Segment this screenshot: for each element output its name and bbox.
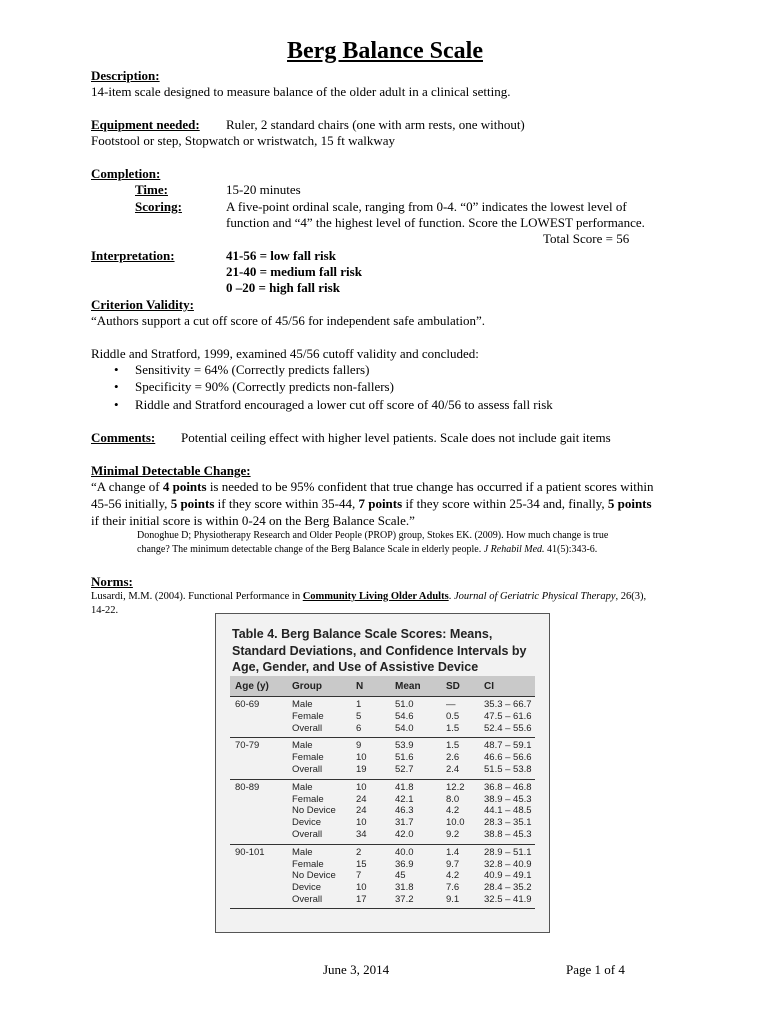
- mdc-line-3: if their initial score is within 0-24 on the Berg Balance Scale.”: [91, 513, 415, 528]
- table-title: Table 4. Berg Balance Scale Scores: Means, Standard Deviations, and Confidence Intervals by Age, Gender, and Use of Assistive Device: [232, 627, 527, 674]
- riddle-intro: Riddle and Stratford, 1999, examined 45/56 cutoff validity and concluded:: [91, 346, 479, 361]
- description-label: Description:: [91, 68, 160, 83]
- ci-cell: 48.7 – 59.1: [484, 740, 532, 752]
- table-bottom-rule: [230, 908, 535, 909]
- mdc-reference-1: Donoghue D; Physiotherapy Research and Older People (PROP) group, Stokes EK. (2009). How much change is true: [137, 530, 609, 541]
- sd-cell: 4.2: [446, 870, 460, 882]
- ci-cell: 32.5 – 41.9: [484, 894, 532, 905]
- sd-cell: 0.5: [446, 710, 460, 722]
- interpretation-medium: 21-40 = medium fall risk: [226, 264, 362, 279]
- sd-cell: 12.2: [446, 781, 465, 793]
- group-cell: Overall: [292, 829, 323, 840]
- age-group-label: 70-79: [235, 740, 260, 752]
- ci-cell: 40.9 – 49.1: [484, 870, 532, 882]
- sd-cell: 1.5: [446, 722, 460, 734]
- description-text: 14-item scale designed to measure balance of the older adult in a clinical setting.: [91, 84, 511, 99]
- sd-cell: 4.2: [446, 805, 460, 817]
- n-cell: 24: [356, 805, 367, 817]
- n-cell: 10: [356, 752, 367, 764]
- group-cell: Overall: [292, 764, 323, 775]
- sd-cell: —: [446, 699, 456, 710]
- ci-cell: 46.6 – 56.6: [484, 752, 532, 764]
- ci-cell: 32.8 – 40.9: [484, 858, 532, 870]
- n-cell: 2: [356, 846, 362, 858]
- bullet-specificity: Specificity = 90% (Correctly predicts non-fallers): [135, 379, 394, 394]
- ci-cell: 28.4 – 35.2: [484, 882, 532, 894]
- mean-cell: 45: [395, 870, 406, 882]
- table-group-divider: [230, 779, 535, 780]
- scoring-label: Scoring:: [135, 199, 182, 214]
- group-cell: No Device: [292, 870, 336, 882]
- mean-cell: 42.1: [395, 793, 414, 805]
- time-label: Time:: [135, 182, 168, 197]
- table-group-divider: [230, 844, 535, 845]
- ci-cell: 38.8 – 45.3: [484, 829, 532, 840]
- ci-cell: 35.3 – 66.7: [484, 699, 532, 710]
- group-header: Group: [292, 681, 322, 692]
- group-cell: Male: [292, 740, 313, 752]
- table-group-divider: [230, 737, 535, 738]
- total-score: Total Score = 56: [543, 231, 630, 246]
- comments-text: Potential ceiling effect with higher level patients. Scale does not include gait items: [181, 430, 611, 445]
- group-cell: Device: [292, 817, 322, 829]
- mean-cell: 51.6: [395, 752, 414, 764]
- group-cell: Female: [292, 752, 324, 764]
- group-cell: Device: [292, 882, 322, 894]
- ci-cell: 47.5 – 61.6: [484, 710, 532, 722]
- n-cell: 17: [356, 894, 367, 905]
- group-cell: Male: [292, 846, 313, 858]
- footer-page-number: Page 1 of 4: [566, 962, 625, 977]
- mean-cell: 54.0: [395, 722, 414, 734]
- n-cell: 15: [356, 858, 367, 870]
- interpretation-low: 41-56 = low fall risk: [226, 248, 336, 263]
- n-cell: 5: [356, 710, 362, 722]
- equipment-line-1: Ruler, 2 standard chairs (one with arm rests, one without): [226, 117, 525, 132]
- sd-cell: 1.5: [446, 740, 460, 752]
- norms-label: Norms:: [91, 574, 133, 589]
- n-cell: 1: [356, 699, 362, 710]
- sd-cell: 10.0: [446, 817, 465, 829]
- group-cell: No Device: [292, 805, 336, 817]
- mdc-line-1: “A change of 4 points is needed to be 95% confident that true change has occurred if a patient scores within: [91, 479, 654, 494]
- ci-cell: 28.3 – 35.1: [484, 817, 532, 829]
- footer-date: June 3, 2014: [323, 962, 390, 977]
- sd-cell: 2.4: [446, 764, 460, 775]
- n-cell: 7: [356, 870, 362, 882]
- n-cell: 10: [356, 882, 367, 894]
- mean-header: Mean: [395, 681, 421, 692]
- bullet-cutoff: Riddle and Stratford encouraged a lower cut off score of 40/56 to assess fall risk: [135, 397, 553, 412]
- n-cell: 9: [356, 740, 362, 752]
- mean-cell: 31.7: [395, 817, 414, 829]
- mdc-label: Minimal Detectable Change:: [91, 463, 251, 478]
- ci-cell: 52.4 – 55.6: [484, 722, 532, 734]
- n-cell: 10: [356, 781, 367, 793]
- mean-cell: 46.3: [395, 805, 414, 817]
- ci-cell: 38.9 – 45.3: [484, 793, 532, 805]
- n-cell: 6: [356, 722, 362, 734]
- scoring-line-1: A five-point ordinal scale, ranging from 0-4. “0” indicates the lowest level of: [226, 199, 627, 214]
- completion-label: Completion:: [91, 166, 161, 181]
- mean-cell: 37.2: [395, 894, 414, 905]
- ci-cell: 28.9 – 51.1: [484, 846, 532, 858]
- group-cell: Female: [292, 858, 324, 870]
- n-cell: 34: [356, 829, 367, 840]
- sd-cell: 8.0: [446, 793, 460, 805]
- interpretation-high: 0 –20 = high fall risk: [226, 280, 340, 295]
- table-group-divider: [230, 696, 535, 697]
- n-header: N: [356, 681, 364, 692]
- mean-cell: 51.0: [395, 699, 414, 710]
- mean-cell: 36.9: [395, 858, 414, 870]
- mean-cell: 52.7: [395, 764, 414, 775]
- mean-cell: 54.6: [395, 710, 414, 722]
- criterion-quote: “Authors support a cut off score of 45/56 for independent safe ambulation”.: [91, 313, 485, 328]
- group-cell: Overall: [292, 722, 323, 734]
- ci-cell: 51.5 – 53.8: [484, 764, 532, 775]
- group-cell: Overall: [292, 894, 323, 905]
- age-group-label: 80-89: [235, 781, 260, 793]
- sd-cell: 1.4: [446, 846, 460, 858]
- sd-cell: 9.7: [446, 858, 460, 870]
- interpretation-label: Interpretation:: [91, 248, 175, 263]
- mdc-reference-2: change? The minimum detectable change of the Berg Balance Scale in elderly people. J Rehabil Med. 41(5):343-6.: [137, 544, 598, 555]
- mdc-line-2: 45-56 initially, 5 points if they score within 35-44, 7 points if they score within 25-34 and, finally, 5 points: [91, 496, 652, 511]
- mean-cell: 41.8: [395, 781, 414, 793]
- group-cell: Female: [292, 793, 324, 805]
- ci-cell: 36.8 – 46.8: [484, 781, 532, 793]
- ci-cell: 44.1 – 48.5: [484, 805, 532, 817]
- equipment-line-2: Footstool or step, Stopwatch or wristwatch, 15 ft walkway: [91, 133, 396, 148]
- age-header: Age (y): [235, 681, 269, 692]
- sd-cell: 9.1: [446, 894, 460, 905]
- equipment-label: Equipment needed:: [91, 117, 200, 132]
- age-group-label: 60-69: [235, 699, 260, 710]
- sd-cell: 7.6: [446, 882, 460, 894]
- scoring-line-2: function and “4” the highest level of function. Score the LOWEST performance.: [226, 215, 645, 230]
- age-group-label: 90-101: [235, 846, 265, 858]
- mean-cell: 40.0: [395, 846, 414, 858]
- bullet-icon: •: [114, 362, 119, 377]
- sd-cell: 2.6: [446, 752, 460, 764]
- time-value: 15-20 minutes: [226, 182, 301, 197]
- comments-label: Comments:: [91, 430, 156, 445]
- bullet-icon: •: [114, 397, 119, 412]
- sd-cell: 9.2: [446, 829, 460, 840]
- n-cell: 19: [356, 764, 367, 775]
- n-cell: 24: [356, 793, 367, 805]
- mean-cell: 31.8: [395, 882, 414, 894]
- sd-header: SD: [446, 681, 460, 692]
- bullet-sensitivity: Sensitivity = 64% (Correctly predicts fallers): [135, 362, 370, 377]
- group-cell: Male: [292, 699, 313, 710]
- ci-header: CI: [484, 681, 494, 692]
- group-cell: Female: [292, 710, 324, 722]
- group-cell: Male: [292, 781, 313, 793]
- mean-cell: 42.0: [395, 829, 414, 840]
- page-title: Berg Balance Scale: [287, 38, 483, 64]
- norms-reference-1: Lusardi, M.M. (2004). Functional Performance in Community Living Older Adults. Journal of Geriatric Physical Therapy, 26(3),: [91, 591, 647, 602]
- criterion-label: Criterion Validity:: [91, 297, 194, 312]
- bullet-icon: •: [114, 379, 119, 394]
- n-cell: 10: [356, 817, 367, 829]
- norms-reference-2: 14-22.: [91, 605, 119, 616]
- mean-cell: 53.9: [395, 740, 414, 752]
